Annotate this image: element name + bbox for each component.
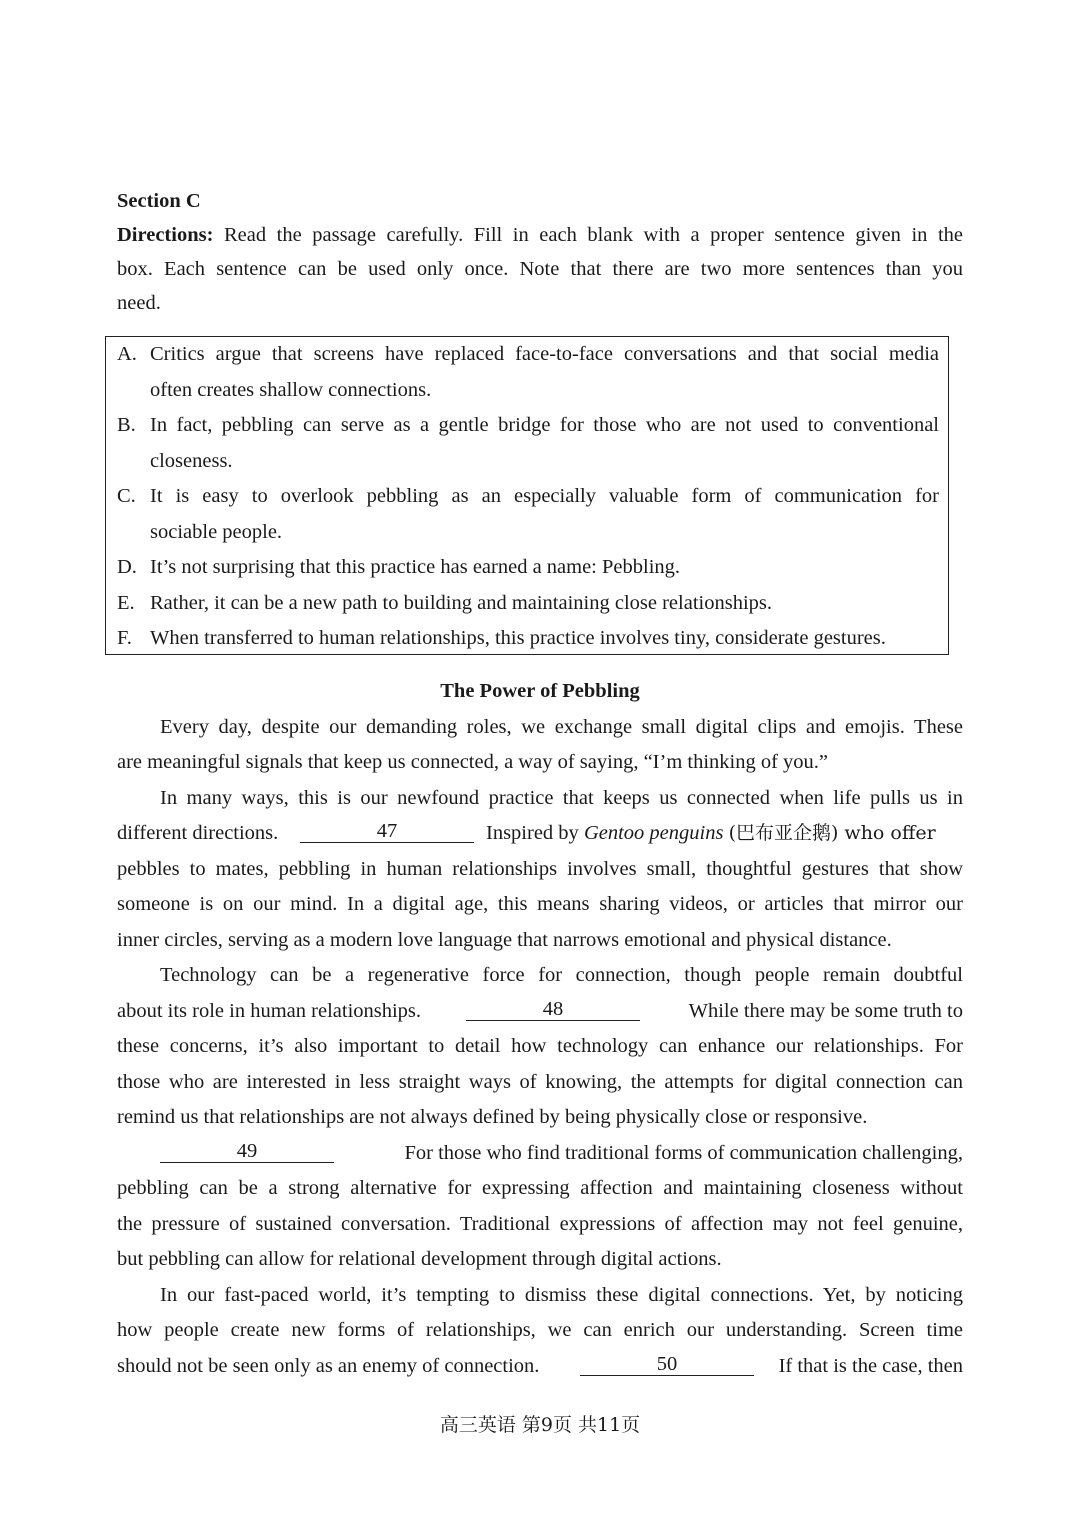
option-b-continued: closeness. xyxy=(150,450,233,472)
directions-line-3: need. xyxy=(117,292,161,314)
p4-line-2: pebbling can be a strong alternative for expressing affection and maintaining closeness without xyxy=(117,1177,963,1199)
directions-line-1: Directions: Read the passage carefully. Fill in each blank with a proper sentence given in the xyxy=(117,224,963,246)
directions-line-2: box. Each sentence can be used only once. Note that there are two more sentences than you xyxy=(117,258,963,280)
blank-49: 49 xyxy=(160,1140,334,1163)
p2-line-3: pebbles to mates, pebbling in human relationships involves small, thoughtful gestures that show xyxy=(117,858,963,880)
p4-line-3: the pressure of sustained conversation. Traditional expressions of affection may not feel genuine, xyxy=(117,1213,963,1235)
p2-line-1: In many ways, this is our newfound practice that keeps us connected when life pulls us in xyxy=(160,787,963,809)
blank-48: 48 xyxy=(466,998,640,1021)
page-footer: 高三英语 第9页 共11页 xyxy=(439,1414,641,1436)
p3-line-3: these concerns, it’s also important to detail how technology can enhance our relationships. For xyxy=(117,1035,963,1057)
p5-line-1: In our fast-paced world, it’s tempting to dismiss these digital connections. Yet, by noticing xyxy=(160,1284,963,1306)
p3-line-4: those who are interested in less straight ways of knowing, the attempts for digital connection can xyxy=(117,1071,963,1093)
p5-line-2: how people create new forms of relationships, we can enrich our understanding. Screen time xyxy=(117,1319,963,1341)
blank-47: 47 xyxy=(300,820,474,843)
p3-line-1: Technology can be a regenerative force for connection, though people remain doubtful xyxy=(160,964,963,986)
passage-title: The Power of Pebbling xyxy=(440,680,640,702)
section-title: Section C xyxy=(117,190,201,212)
exam-page: Section C Directions: Read the passage carefully. Fill in each blank with a proper sentence given in the box. Each sentence can be used only once. Note that there are two more sentences than you need. A. Critics argue that screens have replaced face-to-face conversations and that social media often creates shallow connections. B. In fact, pebbling can serve as a gentle bridge for those who are not used to conventional closeness. C. It is easy to overlook pebbling as an especially valuable form of communication for sociable people. D. It’s not surprising that this practice has earned a name: Pebbling. E. Rather, it can be a new path to building and maintaining close relationships. F. When transferred to human relationships, this practice involves tiny, considerate gestures. The Power of Pebbling Every day, despite our demanding roles, we exchange small digital clips and emojis. These are meaningful signals that keep us connected, a way of saying, “I’m thinking of you.” In many ways, this is our newfound practice that keeps us connected when life pulls us in different directions. 47 Inspired by Gentoo penguins (巴布亚企鹅) who offer pebbles to mates, pebbling in human relationships involves small, thoughtful gestures that show someone is on our mind. In a digital age, this means sharing videos, or articles that mirror our inner circles, serving as a modern love language that narrows emotional and physical distance. Technology can be a regenerative force for connection, though people remain doubtful about its role in human relationships. 48 While there may be some truth to these concerns, it’s also important to detail how technology can enhance our relationships. For those who are interested in less straight ways of knowing, the attempts for digital connection can remind us that relationships are not always defined by being physically close or responsive. 49 For those who find traditional forms of communication challenging, pebbling can be a strong alternative for expressing affection and maintaining closeness without the pressure of sustained conversation. Traditional expressions of affection may not feel genuine, but pebbling can allow for relational development through digital actions. In our fast-paced world, it’s tempting to dismiss these digital connections. Yet, by noticing how people create new forms of relationships, we can enrich our understanding. Screen time should not be seen only as an enemy of connection. 50 If that is the case, then 高三英语 第9页 共11页 xyxy=(0,0,1080,1524)
option-c-continued: sociable people. xyxy=(150,521,283,543)
directions-label: Directions: xyxy=(117,224,214,246)
p1-line-1: Every day, despite our demanding roles, we exchange small digital clips and emojis. These xyxy=(160,716,963,738)
p3-line-5: remind us that relationships are not always defined by being physically close or responsive. xyxy=(117,1106,868,1128)
p1-line-2: are meaningful signals that keep us connected, a way of saying, “I’m thinking of you.” xyxy=(117,751,829,773)
p2-line-4: someone is on our mind. In a digital age, this means sharing videos, or articles that mirror our xyxy=(117,893,963,915)
p2-line-5: inner circles, serving as a modern love language that narrows emotional and physical distance. xyxy=(117,929,892,951)
blank-50: 50 xyxy=(580,1353,754,1376)
option-a-continued: often creates shallow connections. xyxy=(150,379,432,401)
p4-line-4: but pebbling can allow for relational development through digital actions. xyxy=(117,1248,722,1270)
